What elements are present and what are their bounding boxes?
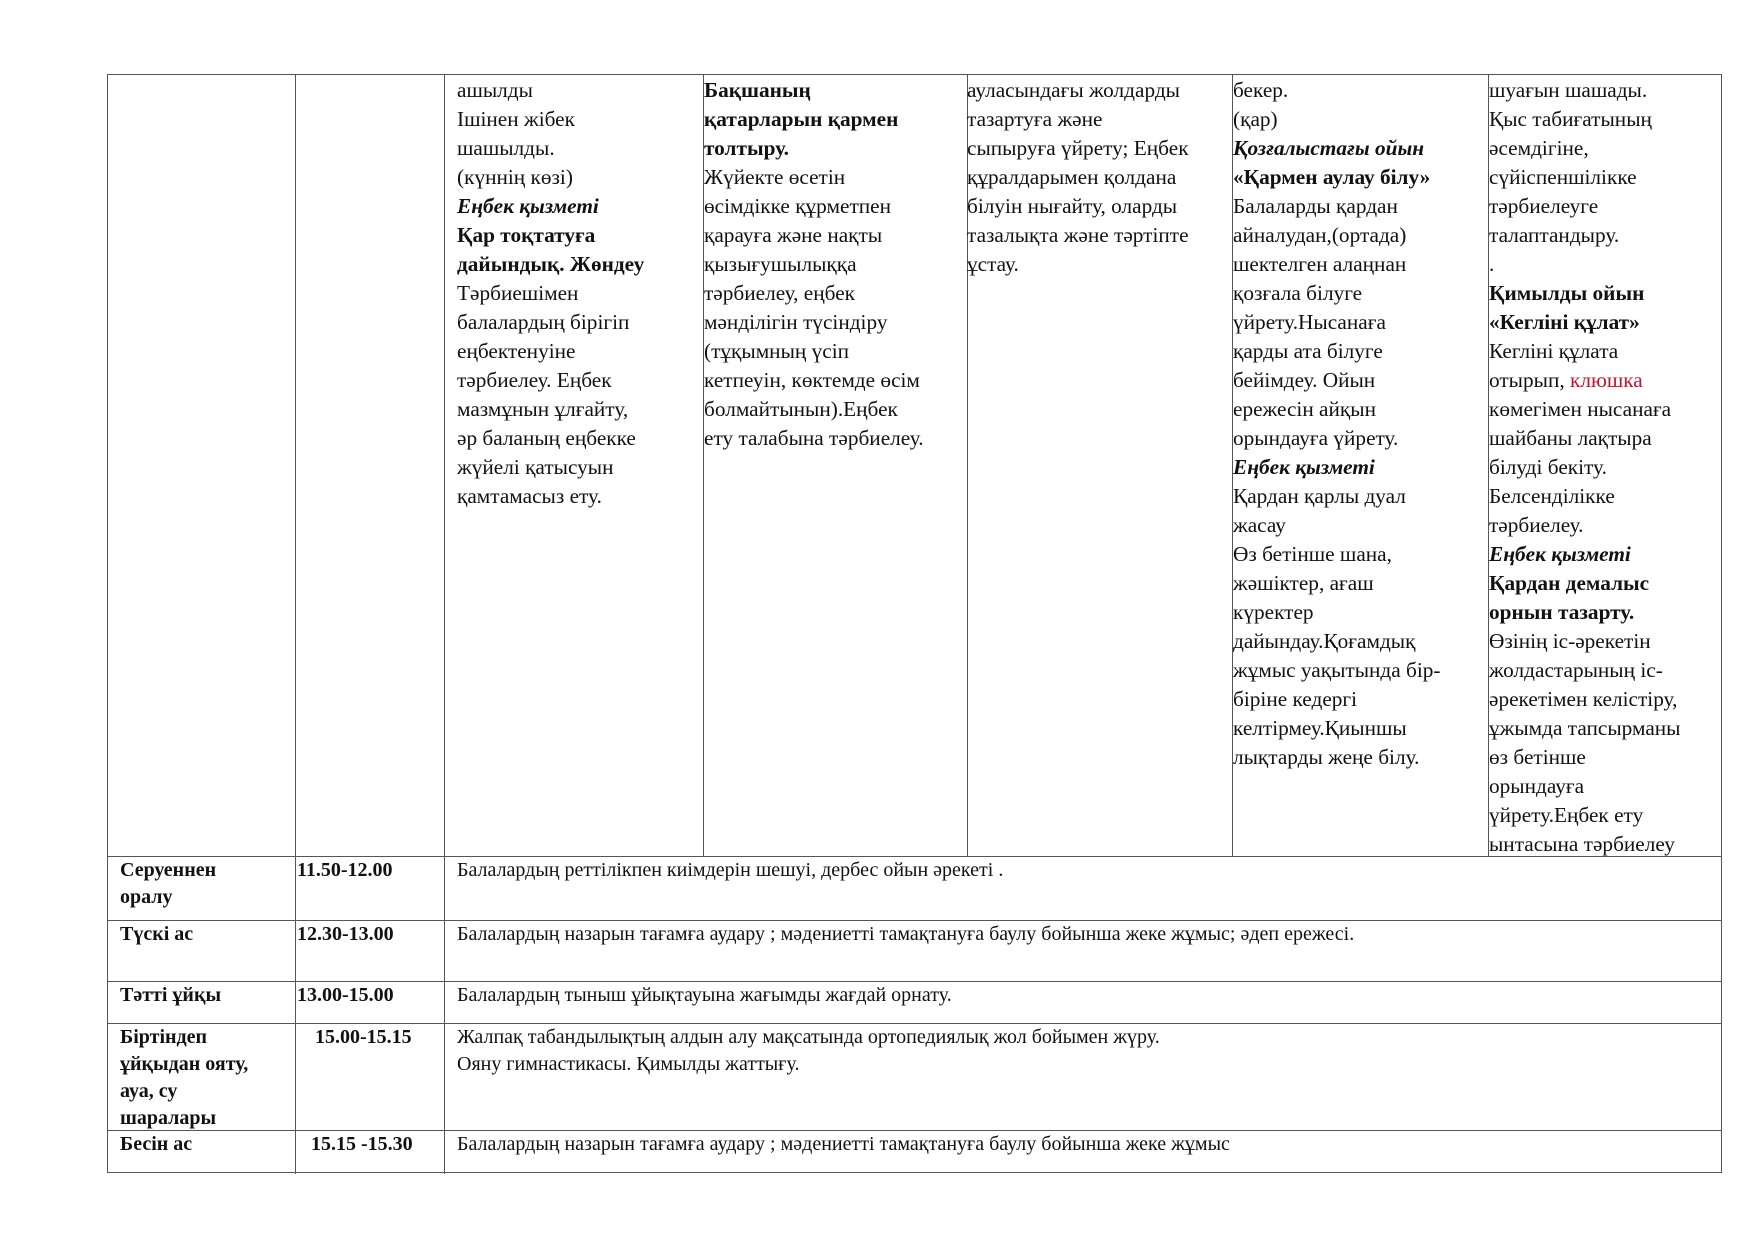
text-line: ашылды (457, 78, 533, 102)
text-line: тазалықта және тәртіпте (967, 223, 1189, 247)
text-line: Қыс табиғатының (1489, 107, 1652, 131)
text-line: білуін нығайту, оларды (967, 194, 1178, 218)
text-line: жәшіктер, ағаш (1233, 571, 1374, 595)
text-line: білуді бекіту. (1489, 455, 1607, 479)
col-divider (444, 75, 445, 1174)
text-line: Еңбек қызметі (457, 194, 599, 218)
text-line: отырып, клюшка (1489, 368, 1643, 392)
row-label (120, 857, 216, 911)
text-line: үйрету.Еңбек ету (1489, 803, 1644, 827)
text-line: Тәрбиешімен (457, 281, 579, 305)
text-line: Еңбек қызметі (1489, 542, 1631, 566)
row-label-line: оралу (120, 886, 173, 908)
activity-column-5 (1489, 76, 1680, 859)
text-line: ету талабына тәрбиелеу. (704, 426, 924, 450)
text-line: мәнділігін түсіндіру (704, 310, 888, 334)
text-line: үйрету.Нысанаға (1233, 310, 1386, 334)
text-line: Қар тоқтатуға (457, 223, 596, 247)
text-line: дайындау.Қоғамдық (1233, 629, 1416, 653)
text-line: құралдарымен қолдана (967, 165, 1177, 189)
text-line: (қар) (1233, 107, 1278, 131)
row-label-line: Бесін ас (120, 1133, 193, 1155)
text-line: талаптандыру. (1489, 223, 1620, 247)
text-line: «Кегліні құлат» (1489, 310, 1640, 334)
text-line: қатарларын қармен (704, 107, 899, 131)
row-label-line: Біртіндеп (120, 1026, 208, 1048)
text-line: қамтамасыз ету. (457, 484, 602, 508)
row-description (457, 921, 1354, 948)
row-label-line: шаралары (120, 1107, 217, 1129)
text-line: тәрбиелеу. Еңбек (457, 368, 612, 392)
text-line: Өз бетінше шана, (1233, 542, 1392, 566)
text-line: жұмыс уақытында бір- (1233, 658, 1441, 682)
text-line: өз бетінше (1489, 745, 1586, 769)
row-description-line: Балалардың назарын тағамға аудару ; мәдениетті тамақтануға баулу бойынша жеке жұмыс (457, 1133, 1230, 1155)
row-description-line: Ояну гимнастикасы. Қимылды жаттығу. (457, 1053, 800, 1075)
text-line: мазмұнын ұлғайту, (457, 397, 629, 421)
text-line: дайындық. Жөндеу (457, 252, 645, 276)
text-line: қарды ата білуге (1233, 339, 1383, 363)
text-line: өсімдікке құрметпен (704, 194, 891, 218)
text-line: бекер. (1233, 78, 1289, 102)
row-description-line: Жалпақ табандылықтың алдын алу мақсатында ортопедиялық жол бойымен жүру. (457, 1026, 1160, 1048)
text-line: Кегліні құлата (1489, 339, 1619, 363)
row-time: 15.15 -15.30 (311, 1133, 413, 1155)
row-label-line: ұйқыдан ояту, (120, 1053, 249, 1075)
text-line: орнын тазарту. (1489, 600, 1635, 624)
text-line: ұжымда тапсырманы (1489, 716, 1681, 740)
row-description-line: Балалардың тыныш ұйықтауына жағымды жағдай орнату. (457, 984, 952, 1006)
text-line: ынтасына тәрбиелеу (1489, 832, 1675, 856)
row-time: 12.30-13.00 (297, 923, 394, 945)
text-line: ережесін айқын (1233, 397, 1376, 421)
activity-column-3 (967, 76, 1189, 279)
row-description (457, 857, 1003, 884)
text-line: ауласындағы жолдарды (967, 78, 1180, 102)
text-line: әрекетімен келістіру, (1489, 687, 1678, 711)
text-line: Жүйекте өсетін (704, 165, 846, 189)
text-line: тәрбиелеу. (1489, 513, 1584, 537)
row-description-line: Балалардың назарын тағамға аудару ; мәдениетті тамақтануға баулу бойынша жеке жұмыс; әдеп ережесі. (457, 923, 1355, 945)
col-divider (295, 75, 296, 1174)
row-label (120, 921, 193, 948)
text-line: жасау (1233, 513, 1286, 537)
text-line: сүйіспеншілікке (1489, 165, 1637, 189)
text-line: (күннің көзі) (457, 165, 573, 189)
text-line: қозғала білуге (1233, 281, 1363, 305)
text-line: Қардан демалыс (1489, 571, 1650, 595)
row-description-line: Балалардың реттілікпен киімдерін шешуі, дербес ойын әрекеті . (457, 859, 1004, 881)
text-line: еңбектенуіне (457, 339, 576, 363)
text-line: шайбаны лақтыра (1489, 426, 1652, 450)
row-time: 13.00-15.00 (297, 984, 394, 1006)
row-label (120, 982, 221, 1009)
text-line: жолдастарының іс- (1489, 658, 1663, 682)
text-line: (тұқымның үсіп (704, 339, 850, 363)
text-line: қарауға және нақты (704, 223, 883, 247)
text-line: Қимылды ойын (1489, 281, 1645, 305)
text-line: кетпеуін, көктемде өсім (704, 368, 920, 392)
text-line: орындауға (1489, 774, 1585, 798)
text-line: . (1489, 252, 1495, 276)
text-line: Қардан қарлы дуал (1233, 484, 1406, 508)
text-line: тәрбиелеу, еңбек (704, 281, 856, 305)
text-line: жүйелі қатысуын (457, 455, 614, 479)
activity-column-2 (704, 76, 924, 453)
activity-column-4 (1233, 76, 1441, 772)
row-label-line: Түскі ас (120, 923, 194, 945)
text-line: қызығушылыққа (704, 252, 857, 276)
text-line: балалардың бірігіп (457, 310, 630, 334)
text-line: орындауға үйрету. (1233, 426, 1399, 450)
text-line: толтыру. (704, 136, 789, 160)
row-description (457, 1024, 1160, 1078)
text-line: сыпыруға үйрету; Еңбек (967, 136, 1189, 160)
text-line: Белсенділікке (1489, 484, 1615, 508)
text-line: Өзінің іс-әрекетін (1489, 629, 1651, 653)
text-line: шектелген алаңнан (1233, 252, 1407, 276)
text-line: Еңбек қызметі (1233, 455, 1375, 479)
row-label (120, 1024, 248, 1132)
text-line: келтірмеу.Қиыншы (1233, 716, 1407, 740)
text-line: тазартуға және (967, 107, 1103, 131)
text-line: болмайтынын).Еңбек (704, 397, 898, 421)
text-line: Қозғалыстағы ойын (1233, 136, 1425, 160)
row-time: 15.00-15.15 (315, 1026, 412, 1048)
row-description (457, 982, 952, 1009)
text-line: тәрбиелеуге (1489, 194, 1599, 218)
highlighted-word: клюшка (1570, 368, 1643, 392)
text-line: бейімдеу. Ойын (1233, 368, 1376, 392)
text-line: Балаларды қардан (1233, 194, 1398, 218)
text-line: лықтарды жеңе білу. (1233, 745, 1420, 769)
row-label-line: ауа, су (120, 1080, 178, 1102)
text-line: күректер (1233, 600, 1314, 624)
activity-column-1 (457, 76, 644, 511)
text-line: көмегімен нысанаға (1489, 397, 1672, 421)
text-line: Бақшаның (704, 78, 811, 102)
text-line: айналудан,(ортада) (1233, 223, 1407, 247)
text-line: ұстау. (967, 252, 1019, 276)
row-label (120, 1131, 192, 1158)
text-line: шашылды. (457, 136, 555, 160)
text-line: шуағын шашады. (1489, 78, 1648, 102)
row-label-line: Серуеннен (120, 859, 217, 881)
text-line: Ішінен жібек (457, 107, 575, 131)
text-line: әр баланың еңбекке (457, 426, 636, 450)
row-description (457, 1131, 1230, 1158)
text-line: әсемдігіне, (1489, 136, 1589, 160)
row-label-line: Тәтті ұйқы (120, 984, 222, 1006)
row-time: 11.50-12.00 (297, 859, 393, 881)
text-line: «Қармен аулау білу» (1233, 165, 1431, 189)
text-line: біріне кедергі (1233, 687, 1358, 711)
